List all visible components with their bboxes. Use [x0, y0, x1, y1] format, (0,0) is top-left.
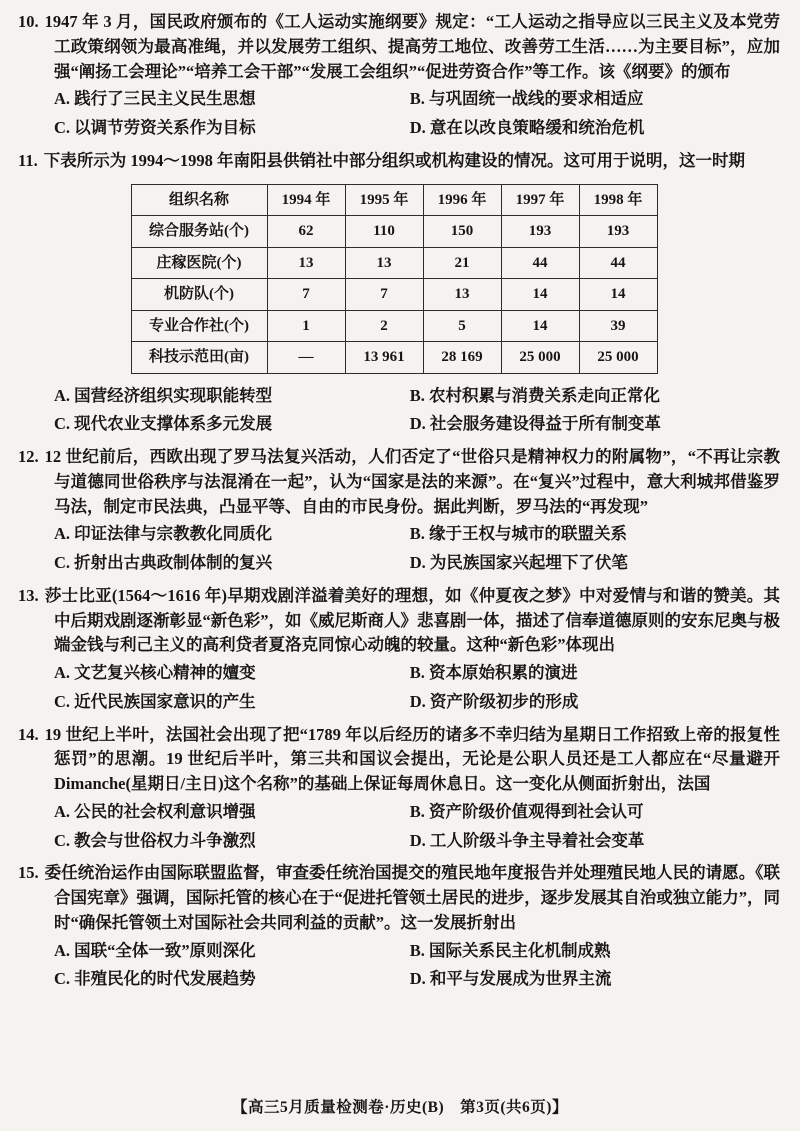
question-15-options — [18, 939, 780, 993]
question-11-stem — [18, 149, 780, 174]
table-header-row — [131, 184, 657, 216]
question-10 — [18, 10, 780, 141]
question-14-options — [18, 800, 780, 854]
table-header-cell: 1997 年 — [501, 184, 579, 216]
table-cell: 7 — [345, 279, 423, 311]
table-row — [131, 279, 657, 311]
table-cell: 44 — [501, 247, 579, 279]
table-header-cell: 1998 年 — [579, 184, 657, 216]
table-cell: 25 000 — [501, 342, 579, 374]
question-14-number: 14. — [18, 724, 39, 744]
question-11-number: 11. — [18, 150, 38, 170]
table-header-cell: 1996 年 — [423, 184, 501, 216]
question-15-stem — [18, 861, 780, 935]
question-10-options — [18, 87, 780, 141]
question-11-options — [18, 384, 780, 438]
question-11 — [18, 149, 780, 437]
question-13 — [18, 584, 780, 715]
table-cell: 庄稼医院(个) — [131, 247, 267, 279]
table-row — [131, 342, 657, 374]
table-cell: 7 — [267, 279, 345, 311]
table-cell: 1 — [267, 310, 345, 342]
question-12-text: 12 世纪前后，西欧出现了罗马法复兴活动，人们否定了“世俗只是精神权力的附属物”，“不再让宗教与道德同世俗秩序与法混淆在一起”，认为“国家是法的来源”。在“复兴”过程中，意大利城邦借鉴罗马法，制定市民法典，凸显平等、自由的市民身份。据此判断，罗马法的“再发现” — [44, 447, 781, 516]
option-a: A. 国联“全体一致”原则深化 — [54, 940, 256, 960]
table-cell: 14 — [501, 310, 579, 342]
option-a: A. 印证法律与宗教教化同质化 — [54, 524, 273, 544]
table-row — [131, 216, 657, 248]
table-header-cell: 组织名称 — [131, 184, 267, 216]
question-12-stem — [18, 445, 780, 519]
option-a: A. 公民的社会权利意识增强 — [54, 801, 256, 821]
option-d: D. 资产阶级初步的形成 — [409, 691, 579, 711]
question-13-number: 13. — [18, 585, 39, 605]
question-12-options — [18, 522, 780, 576]
table-cell: 2 — [345, 310, 423, 342]
table-row — [131, 247, 657, 279]
option-a: A. 践行了三民主义民生思想 — [54, 89, 256, 109]
table-cell: 综合服务站(个) — [131, 216, 267, 248]
supply-cooperative-table — [8, 184, 780, 374]
option-d: D. 工人阶级斗争主导着社会变革 — [409, 830, 645, 850]
question-13-options — [18, 661, 780, 715]
table-cell: 14 — [579, 279, 657, 311]
option-d: D. 意在以改良策略缓和统治危机 — [409, 118, 645, 137]
table-header-cell: 1995 年 — [345, 184, 423, 216]
table-cell: 44 — [579, 247, 657, 279]
option-b: B. 资本原始积累的演进 — [409, 663, 578, 682]
question-12-number: 12. — [18, 447, 39, 466]
option-a: A. 文艺复兴核心精神的嬗变 — [54, 663, 256, 682]
option-c: C. 以调节劳资关系作为目标 — [54, 118, 256, 137]
question-10-stem — [18, 10, 780, 84]
question-15-number: 15. — [18, 863, 39, 883]
question-12 — [18, 445, 780, 576]
option-c: C. 现代农业支撑体系多元发展 — [54, 414, 273, 434]
table-cell: 科技示范田(亩) — [131, 342, 267, 374]
table-cell: — — [267, 342, 345, 374]
option-c: C. 近代民族国家意识的产生 — [54, 691, 256, 711]
question-14-text: 19 世纪上半叶，法国社会出现了把“1789 年以后经历的诸多不幸归结为星期日工作招致上帝的报复性惩罚”的思潮。19 世纪后半叶，第三共和国议会提出，无论是公职人员还是工人都应在“尽量避开 Dimanche(星期日/主日)这个名称”的基础上保证每周休息日。这一变化从侧面折射出，法国 — [44, 724, 780, 793]
option-c: C. 折射出古典政制体制的复兴 — [54, 553, 273, 572]
table-cell: 21 — [423, 247, 501, 279]
question-11-text: 下表所示为 1994～1998 年南阳县供销社中部分组织或机构建设的情况。这可用于说明，这一时期 — [43, 150, 745, 170]
question-14 — [18, 723, 780, 854]
question-10-number: 10. — [18, 12, 39, 31]
table-cell: 150 — [423, 216, 501, 248]
option-b: B. 资产阶级价值观得到社会认可 — [409, 801, 644, 821]
table-cell: 13 — [423, 279, 501, 311]
table-cell: 28 169 — [423, 342, 501, 374]
table-cell: 13 961 — [345, 342, 423, 374]
option-d: D. 为民族国家兴起埋下了伏笔 — [409, 553, 628, 572]
page-footer: 【高三5月质量检测卷·历史(B) 第3页(共6页)】 — [232, 1098, 568, 1116]
table-cell: 13 — [267, 247, 345, 279]
table-cell: 14 — [501, 279, 579, 311]
question-15 — [18, 861, 780, 992]
option-b: B. 缘于王权与城市的联盟关系 — [409, 524, 627, 544]
table-cell: 机防队(个) — [131, 279, 267, 311]
question-14-stem — [18, 723, 780, 797]
option-b: B. 国际关系民主化机制成熟 — [409, 940, 611, 960]
table-cell: 13 — [345, 247, 423, 279]
option-b: B. 农村积累与消费关系走向正常化 — [409, 385, 660, 405]
question-13-stem — [18, 584, 780, 658]
table-cell: 62 — [267, 216, 345, 248]
table-row — [131, 310, 657, 342]
table-cell: 193 — [579, 216, 657, 248]
option-d: D. 社会服务建设得益于所有制变革 — [409, 414, 661, 434]
table-header-cell: 1994 年 — [267, 184, 345, 216]
table-cell: 110 — [345, 216, 423, 248]
table-cell: 5 — [423, 310, 501, 342]
option-c: C. 教会与世俗权力斗争激烈 — [54, 830, 256, 850]
option-c: C. 非殖民化的时代发展趋势 — [54, 969, 256, 989]
table-cell: 193 — [501, 216, 579, 248]
option-b: B. 与巩固统一战线的要求相适应 — [409, 89, 644, 109]
table-cell: 39 — [579, 310, 657, 342]
table-cell: 25 000 — [579, 342, 657, 374]
option-d: D. 和平与发展成为世界主流 — [409, 969, 612, 989]
question-13-text: 莎士比亚(1564～1616 年)早期戏剧洋溢着美好的理想，如《仲夏夜之梦》中对爱情与和谐的赞美。其中后期戏剧逐渐彰显“新色彩”，如《威尼斯商人》悲喜剧一体，描述了信奉道德原则的安东尼奥与极端金钱与利己主义的高利贷者夏洛克同惊心动魄的较量。这种“新色彩”体现出 — [44, 585, 780, 655]
option-a: A. 国营经济组织实现职能转型 — [54, 385, 273, 405]
table-cell: 专业合作社(个) — [131, 310, 267, 342]
question-15-text: 委任统治运作由国际联盟监督，审查委任统治国提交的殖民地年度报告并处理殖民地人民的请愿。《联合国宪章》强调，国际托管的核心在于“促进托管领土居民的进步，逐步发展其自治或独立能力”，同时“确保托管领土对国际社会共同利益的贡献”。这一发展折射出 — [44, 863, 780, 932]
question-10-text: 1947 年 3 月，国民政府颁布的《工人运动实施纲要》规定：“工人运动之指导应以三民主义及本党劳工政策纲领为最高准绳，并以发展劳工组织、提高劳工地位、改善劳工生活……为主要目标”，应加强“阐扬工会理论”“培养工会干部”“发展工会组织”“促进劳资合作”等工作。该《纲要》的颁布 — [44, 12, 780, 81]
